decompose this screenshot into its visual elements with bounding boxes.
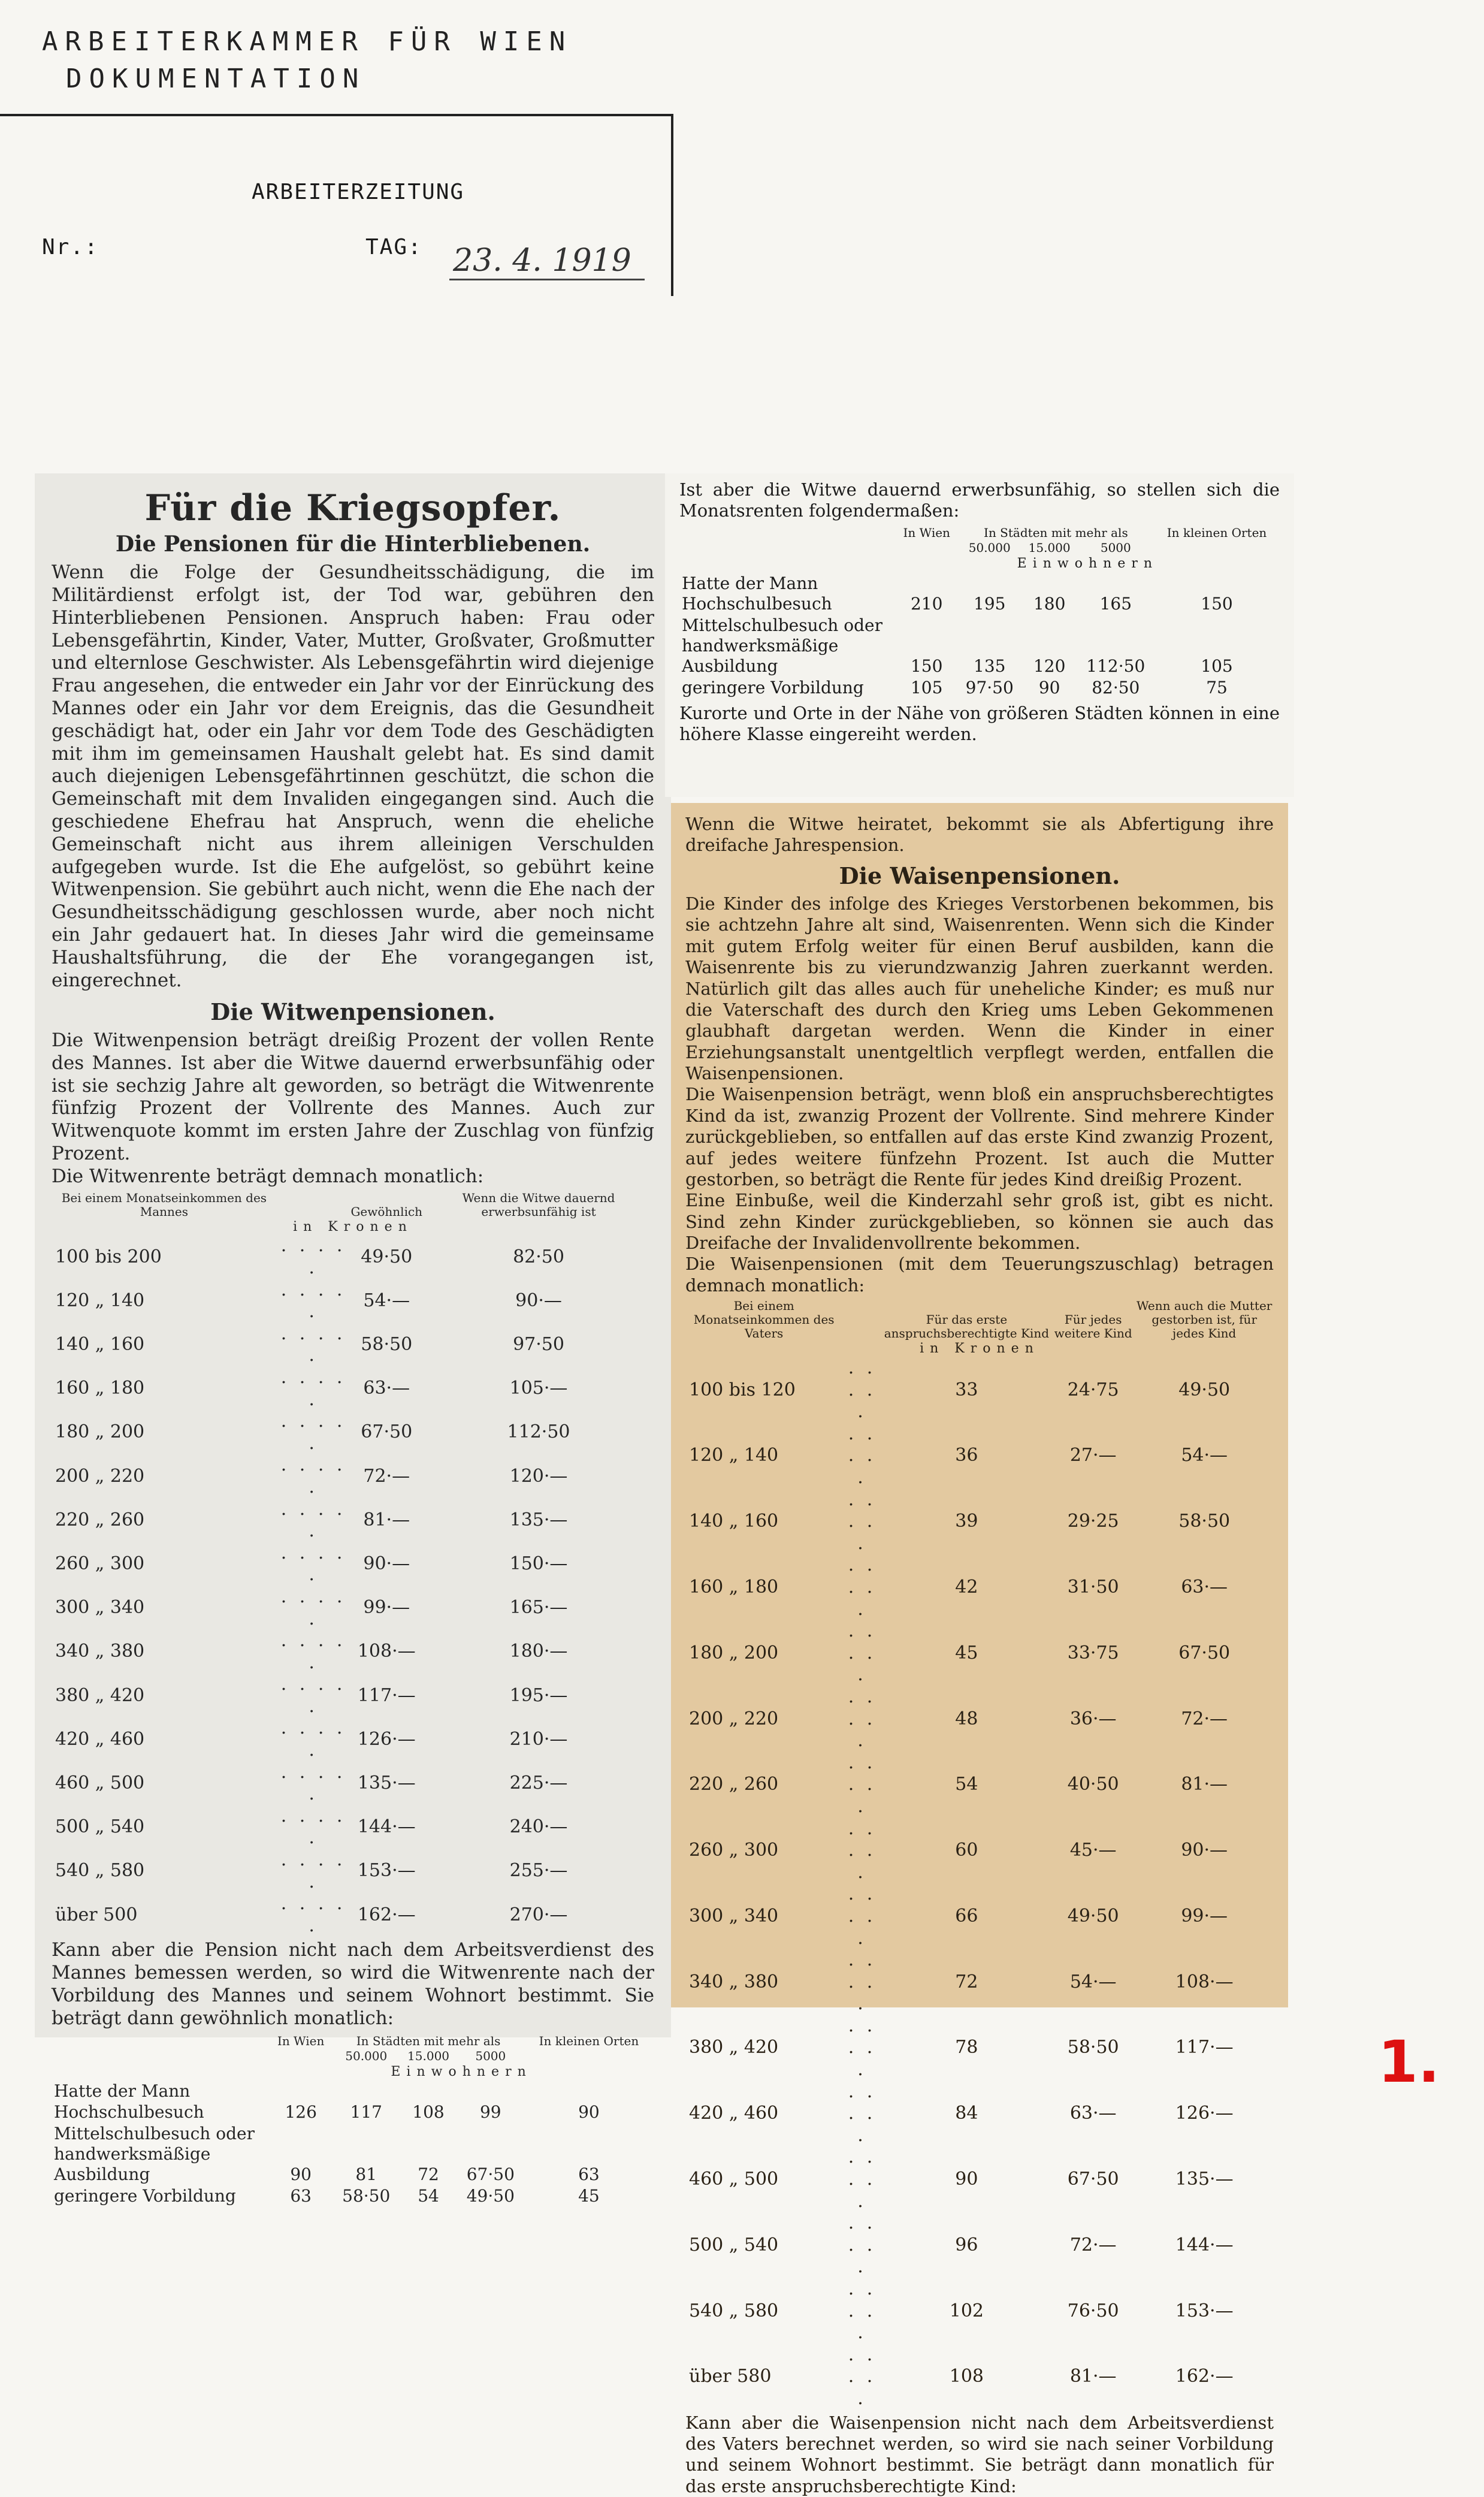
income-range: 420 „ 460 [689,2103,779,2124]
each-child-pension: 24·75 [1067,1379,1119,1400]
orphan-pension: 54·— [1181,1445,1228,1466]
income-range: 460 „ 500 [55,1772,145,1794]
col-small: In kleinen Orten [539,2033,639,2048]
leader-dots: . . . . . [848,2081,877,2146]
col-15000: 15.000 [407,2048,450,2063]
unfit-pension: 195·— [509,1684,568,1706]
income-range: 160 „ 180 [689,1577,779,1598]
table-row [52,2185,654,2207]
table-row [679,573,1280,615]
widow-table-intro: Die Witwenrente beträgt demnach monatlich: [52,1165,484,1187]
table-row [52,1586,654,1630]
leader-dots: . . . . . [848,1620,877,1686]
leader-dots: . . . . . [848,1686,877,1752]
each-child-pension: 31·50 [1067,1577,1119,1598]
col-cities: In Städten mit mehr als [356,2033,501,2048]
unfit-pension: 105·— [509,1378,568,1399]
income-range: 180 „ 200 [55,1421,145,1443]
income-range: 120 „ 140 [55,1290,145,1311]
table-row [685,2278,1274,2344]
pension-value: 105 [910,678,943,698]
table-row [52,1279,654,1323]
widow-location-table [52,2034,654,2208]
pension-value: 165 [1099,593,1132,614]
income-range: 140 „ 160 [55,1334,145,1355]
each-child-pension: 54·— [1069,1971,1117,1992]
orphan-pension: 49·50 [1178,1379,1231,1400]
normal-pension: 162·— [357,1904,416,1925]
normal-pension: 117·— [357,1684,416,1706]
pension-value: 105 [1201,656,1233,677]
intro-paragraph: Wenn die Folge der Gesundheitsschädigung, die im Militärdienst erfolgt ist, der Tod war, gebühren den Hinterbliebenen Pensionen. Anspruch haben: Frau oder Lebensgefährtin, Kinder, Vater, Mutter, Großvater, Großmutter und elternlose Geschwister. Als Lebensgefährtin wird diejenige Frau angesehen, die entweder ein Jahr vor der Einrückung des Mannes oder ein Jahr vor dem Ereignis, das die Gesundheit geschädigt hat, oder ein Jahr vor dem Tode des Geschädigten mit ihm im gemeinsamen Haushalt gelebt hat. Es sind damit auch diejenigen Lebensgefährtinnen geschützt, die schon die Gemeinschaft mit dem Invaliden eingegangen sind. Auch die geschiedene Ehefrau hat Anspruch, wenn die eheliche Gemeinschaft nicht aus ihrem alleinigen Verschulden aufgegeben wurde. Ist die Ehe aufgelöst, so gebührt keine Witwenpension. Sie gebührt auch nicht, wenn die Ehe nach der Gesundheitsschädigung geschlossen wurde, aber noch nicht ein Jahr gedauert hat. In dieses Jahr wird die gemeinsame Haushaltsführung, die der Ehe vorangegangen ist, eingerechnet. [52,561,654,991]
first-child-pension: 39 [955,1511,978,1532]
income-range: 100 bis 200 [55,1246,162,1267]
normal-pension: 144·— [357,1816,416,1838]
income-range: 260 „ 300 [689,1840,779,1861]
unfit-pension: 165·— [509,1597,568,1619]
each-child-pension: 33·75 [1067,1642,1119,1663]
each-child-pension: 45·— [1069,1840,1117,1861]
archive-department: DOKUMENTATION [66,64,366,94]
col-5000: 5000 [1100,540,1131,555]
leader-dots: . . . . . [848,2278,877,2344]
orphan-pension: 108·— [1175,1971,1234,1992]
pension-value: 112·50 [1086,656,1146,677]
table-row [685,1554,1274,1620]
article-title: Für die Kriegsopfer. [144,487,561,529]
orphan-pension: 153·— [1175,2300,1234,2321]
pension-value: 82·50 [1092,678,1140,698]
pension-value: 90 [578,2102,600,2122]
col-cities: In Städten mit mehr als [984,525,1128,540]
orphan-after-paragraph: Kann aber die Waisenpension nicht nach dem Arbeitsverdienst des Vaters berechnet werden, so wird sie nach seiner Vorbildung und seinem Wohnort bestimmt. Sie beträgt dann monatlich für das erste anspruchsberechtigte Kind: [685,2412,1274,2496]
leader-dots: . . . . . [280,1586,346,1629]
pension-value: 210 [910,593,943,614]
unfit-pension: 150·— [509,1553,568,1575]
each-child-pension: 63·— [1069,2103,1117,2124]
income-range: 300 „ 340 [689,1905,779,1927]
table-row [52,1849,654,1893]
first-child-pension: 36 [955,1445,978,1466]
leader-dots: . . . . . [848,2146,877,2212]
handwritten-date: 23. 4. 1919 [449,243,645,280]
widow-pension-table [52,1191,654,1937]
normal-pension: 90·— [363,1553,410,1575]
education-label: geringere Vorbildung [54,2186,236,2206]
education-label: Mittelschulbesuch oder handwerksmäßige Ausbildung [682,615,882,677]
leader-dots: . . . . . [280,1805,346,1849]
orphan-pension: 67·50 [1178,1642,1231,1663]
orphan-pension: 63·— [1181,1577,1228,1598]
col-unfit-header: Wenn die Witwe dauernd erwerbsunfähig ist [462,1190,615,1219]
income-range: über 580 [689,2366,772,2387]
pension-value: 67·50 [466,2164,515,2185]
orphan-pension: 58·50 [1178,1511,1231,1532]
normal-pension: 135·— [357,1772,416,1794]
orphan-pension: 135·— [1175,2169,1234,2190]
table-row [685,1357,1274,1423]
unfit-pension: 97·50 [513,1334,564,1355]
col-50000: 50.000 [968,540,1011,555]
orphan-pension: 117·— [1175,2037,1234,2058]
leader-dots: . . . . . [848,1423,877,1488]
education-label: Hatte der Mann Hochschulbesuch [682,573,832,614]
income-range: 220 „ 260 [55,1509,145,1530]
orphan-pension: 81·— [1181,1774,1228,1795]
table-row [685,2146,1274,2212]
table-row [52,2081,654,2122]
each-child-pension: 76·50 [1067,2300,1119,2321]
orphan-section-title: Die Waisenpensionen. [839,862,1120,889]
orphan-paragraph-1: Die Kinder des infolge des Krieges Verstorbenen bekommen, bis sie achtzehn Jahre alt sind, Waisenrenten. Wenn sich die Kinder mit gutem Erfolg weiter für einen Beruf ausbilden, kann die Waisenrente bis zu vierundzwanzig Jahren zuerkannt werden. Natürlich gilt das alles auch für uneheliche Kinder; es muß nur die Vaterschaft des durch den Krieg ums Leben Gekommenen glaubhaft dargetan werden. Wenn die Kinder in einer Erziehungsanstalt unentgeltlich verpflegt werden, entfallen die Waisenpensionen. [685,893,1274,1084]
pension-value: 81 [355,2164,377,2185]
each-child-pension: 49·50 [1067,1905,1119,1927]
leader-dots: . . . . . [280,1498,346,1542]
first-child-pension: 45 [955,1642,978,1663]
pension-value: 99 [479,2102,501,2122]
pension-value: 126 [285,2102,317,2122]
pension-value: 75 [1206,678,1228,698]
leader-dots: . . . . . [280,1279,346,1323]
unfit-pension: 82·50 [513,1246,564,1267]
first-child-pension: 84 [955,2103,978,2124]
leader-dots: . . . . . [848,1883,877,1949]
income-range: 340 „ 380 [55,1641,145,1662]
table-row [52,1454,654,1498]
col-first-child-header: Für das erste anspruchsberechtigte Kind [884,1312,1049,1341]
inhabitants-label: Einwohnern [1017,555,1159,571]
normal-pension: 72·— [363,1465,410,1487]
col-5000: 5000 [475,2048,506,2063]
income-range: 260 „ 300 [55,1553,145,1575]
unfit-pension: 210·— [509,1728,568,1750]
leader-dots: . . . . . [848,1357,877,1423]
remarriage-paragraph: Wenn die Witwe heiratet, bekommt sie als Abfertigung ihre dreifache Jahrespension. [685,814,1274,856]
orphan-paragraph-3: Eine Einbuße, weil die Kinderzahl sehr groß ist, gibt es nicht. Sind zehn Kinder zurückgeblieben, so können sie auch das Dreifache der Invalidenvollrente bekommen. [685,1190,1274,1254]
unit-label: in Kronen [293,1219,413,1234]
leader-dots: . . . . . [848,1817,877,1883]
table-row [685,1818,1274,1884]
table-row [679,677,1280,699]
unit-label: in Kronen [920,1341,1039,1357]
each-child-pension: 58·50 [1067,2037,1119,2058]
income-range: 540 „ 580 [55,1860,145,1882]
each-child-pension: 81·— [1069,2366,1117,2387]
first-child-pension: 108 [949,2366,984,2387]
table-row [685,1423,1274,1489]
pension-value: 180 [1033,593,1066,614]
leader-dots: . . . . . [280,1542,346,1586]
table-row [685,2081,1274,2147]
pension-value: 63 [290,2186,312,2206]
pension-value: 97·50 [965,678,1014,698]
income-range: 140 „ 160 [689,1511,779,1532]
normal-pension: 99·— [363,1597,410,1619]
number-label: Nr.: [42,235,99,259]
leader-dots: . . . . . [280,1674,346,1717]
unfit-pension: 180·— [509,1641,568,1662]
pension-value: 54 [418,2186,439,2206]
widow-section-title: Die Witwenpensionen. [210,998,495,1025]
col-income-header: Bei einem Monatseinkommen des Mannes [61,1190,267,1219]
leader-dots: . . . . . [280,1849,346,1892]
leader-dots: . . . . . [280,1235,346,1278]
unfit-intro: Ist aber die Witwe dauernd erwerbsunfähig, so stellen sich die Monatsrenten folgendermaßen: [679,479,1280,521]
income-range: 460 „ 500 [689,2169,779,2190]
income-range: 120 „ 140 [689,1445,779,1466]
table-row [685,2015,1274,2081]
income-range: 340 „ 380 [689,1971,779,1992]
pension-value: 90 [1038,678,1060,698]
income-range: 180 „ 200 [689,1642,779,1663]
leader-dots: . . . . . [848,1488,877,1554]
each-child-pension: 40·50 [1067,1774,1119,1795]
pension-value: 150 [910,656,943,677]
col-wien: In Wien [277,2033,325,2048]
table-row [685,1686,1274,1752]
each-child-pension: 29·25 [1067,1511,1119,1532]
normal-pension: 58·50 [361,1334,413,1355]
pension-value: 108 [412,2102,445,2122]
each-child-pension: 36·— [1069,1708,1117,1729]
first-child-pension: 42 [955,1577,978,1598]
first-child-pension: 78 [955,2037,978,2058]
income-range: 500 „ 540 [55,1816,145,1838]
education-label: Mittelschulbesuch oder handwerksmäßige Ausbildung [54,2123,255,2185]
first-child-pension: 90 [955,2169,978,2190]
col-normal-header: Gewöhnlich [350,1204,423,1219]
income-range: 420 „ 460 [55,1728,145,1750]
unfit-pension: 135·— [509,1509,568,1530]
date-label: TAG: [365,235,422,259]
normal-pension: 126·— [357,1728,416,1750]
normal-pension: 49·50 [361,1246,413,1267]
table-row [685,1883,1274,1949]
unfit-pension: 225·— [509,1772,568,1794]
archive-name: ARBEITERKAMMER FÜR WIEN [42,26,573,57]
table-row [685,2344,1274,2410]
leader-dots: . . . . . [848,1949,877,2015]
normal-pension: 153·— [357,1860,416,1882]
col-small: In kleinen Orten [1166,525,1267,540]
table-row [52,1762,654,1805]
table-row [52,1235,654,1279]
table-row [52,1499,654,1542]
table-row [52,2123,654,2185]
first-child-pension: 54 [955,1774,978,1795]
table-row [685,2212,1274,2278]
col-each-child-header: Für jedes weitere Kind [1054,1312,1132,1341]
leader-dots: . . . . . [280,1893,346,1936]
unfit-pension: 120·— [509,1465,568,1487]
col-orphan-header: Wenn auch die Mutter gestorben ist, für jedes Kind [1137,1299,1273,1341]
col-income-header: Bei einem Monatseinkommen des Vaters [693,1299,835,1341]
income-range: 540 „ 580 [689,2300,779,2321]
leader-dots: . . . . . [280,1323,346,1366]
pension-value: 58·50 [342,2186,391,2206]
leader-dots: . . . . . [848,2344,877,2409]
pension-value: 150 [1201,593,1233,614]
income-range: 200 „ 220 [55,1465,145,1487]
pension-value: 120 [1033,656,1066,677]
table-row [52,1323,654,1367]
col-50000: 50.000 [345,2048,388,2063]
normal-pension: 108·— [357,1641,416,1662]
table-row [52,1717,654,1761]
each-child-pension: 72·— [1069,2234,1117,2256]
income-range: 100 bis 120 [689,1379,796,1400]
orphan-pension: 144·— [1175,2234,1234,2256]
income-range: 380 „ 420 [689,2037,779,2058]
orphan-pension: 162·— [1175,2366,1234,2387]
orphan-pension: 90·— [1181,1840,1228,1861]
col-15000: 15.000 [1028,540,1071,555]
unfit-pension: 240·— [509,1816,568,1838]
income-range: 160 „ 180 [55,1378,145,1399]
first-child-pension: 60 [955,1840,978,1861]
pension-value: 90 [290,2164,312,2185]
orphan-pension: 126·— [1175,2103,1234,2124]
table-row [685,1752,1274,1818]
orphan-table-intro: Die Waisenpensionen (mit dem Teuerungszuschlag) betragen demnach monatlich: [685,1254,1274,1296]
income-range: 380 „ 420 [55,1684,145,1706]
orphan-pension: 72·— [1181,1708,1228,1729]
table-row [685,1489,1274,1555]
normal-pension: 67·50 [361,1421,413,1443]
each-child-pension: 67·50 [1067,2169,1119,2190]
table-row [52,1674,654,1717]
income-range: über 500 [55,1904,138,1925]
unfit-pension: 255·— [509,1860,568,1882]
normal-pension: 54·— [363,1290,410,1311]
unfit-pension: 270·— [509,1904,568,1925]
table-row [52,1367,654,1411]
unfit-outro: Kurorte und Orte in der Nähe von größeren Städten können in eine höhere Klasse eingereiht werden. [679,702,1280,744]
table-row [685,1620,1274,1686]
widow-paragraph: Die Witwenpension beträgt dreißig Prozent der vollen Rente des Mannes. Ist aber die Witwe dauernd erwerbsunfähig oder ist sie sechzig Jahre alt geworden, so beträgt die Witwenrente fünfzig Prozent der Vollrente des Mannes. Auch zur Witwenquote kommt im ersten Jahre der Zuschlag von fünfzig Prozent. [52,1029,654,1164]
unfit-pension: 112·50 [507,1421,570,1443]
normal-pension: 63·— [363,1378,410,1399]
leader-dots: . . . . . [280,1717,346,1761]
pension-value: 195 [974,593,1006,614]
each-child-pension: 27·— [1069,1445,1117,1466]
leader-dots: . . . . . [280,1630,346,1673]
first-child-pension: 96 [955,2234,978,2256]
table-row [52,1630,654,1674]
unfit-location-table [679,526,1280,699]
table-row [679,615,1280,677]
col-wien: In Wien [903,525,950,540]
orphan-paragraph-2: Die Waisenpension beträgt, wenn bloß ein anspruchsberechtigtes Kind da ist, zwanzig Prozent der Vollrente. Sind mehrere Kinder zurückgeblieben, so entfallen auf das erste Kind zwanzig Prozent, auf jedes weitere fünfzehn Prozent. Ist auch die Mutter gestorben, so beträgt die Rente für jedes Kind dreißig Prozent. [685,1084,1274,1189]
table-row [685,1949,1274,2015]
clipping-right-bottom [671,803,1288,2496]
leader-dots: . . . . . [280,1411,346,1454]
page-number-mark: 1. [1378,2028,1440,2096]
income-range: 500 „ 540 [689,2234,779,2256]
table-row [52,1411,654,1454]
pension-value: 45 [578,2186,600,2206]
first-child-pension: 48 [955,1708,978,1729]
article-subtitle: Die Pensionen für die Hinterbliebenen. [115,532,591,557]
pension-value: 49·50 [466,2186,515,2206]
education-label: Hatte der Mann Hochschulbesuch [54,2081,204,2122]
income-range: 200 „ 220 [689,1708,779,1729]
newspaper-name: ARBEITERZEITUNG [252,180,465,204]
leader-dots: . . . . . [848,2015,877,2081]
leader-dots: . . . . . [280,1366,346,1410]
widow-after-paragraph: Kann aber die Pension nicht nach dem Arbeitsverdienst des Mannes bemessen werden, so wird die Witwenrente nach der Vorbildung des Mannes und seinem Wohnort bestimmt. Sie beträgt dann gewöhnlich monatlich: [52,1939,654,2029]
table-row [52,1542,654,1586]
table-row [52,1893,654,1937]
first-child-pension: 66 [955,1905,978,1927]
inhabitants-label: Einwohnern [391,2064,532,2079]
clipping-left [35,473,671,2206]
leader-dots: . . . . . [280,1454,346,1497]
first-child-pension: 102 [949,2300,984,2321]
first-child-pension: 72 [955,1971,978,1992]
orphan-pension-table [685,1299,1274,2410]
education-label: geringere Vorbildung [682,678,864,698]
leader-dots: . . . . . [848,1752,877,1817]
leader-dots: . . . . . [848,1554,877,1620]
unfit-pension: 90·— [515,1290,562,1311]
orphan-pension: 99·— [1181,1905,1228,1927]
leader-dots: . . . . . [848,2212,877,2278]
clipping-right-top [665,473,1294,797]
pension-value: 63 [578,2164,600,2185]
income-range: 300 „ 340 [55,1597,145,1619]
first-child-pension: 33 [955,1379,978,1400]
pension-value: 117 [350,2102,382,2122]
table-row [52,1805,654,1849]
pension-value: 135 [974,656,1006,677]
normal-pension: 81·— [363,1509,410,1530]
income-range: 220 „ 260 [689,1774,779,1795]
leader-dots: . . . . . [280,1761,346,1805]
pension-value: 72 [418,2164,439,2185]
